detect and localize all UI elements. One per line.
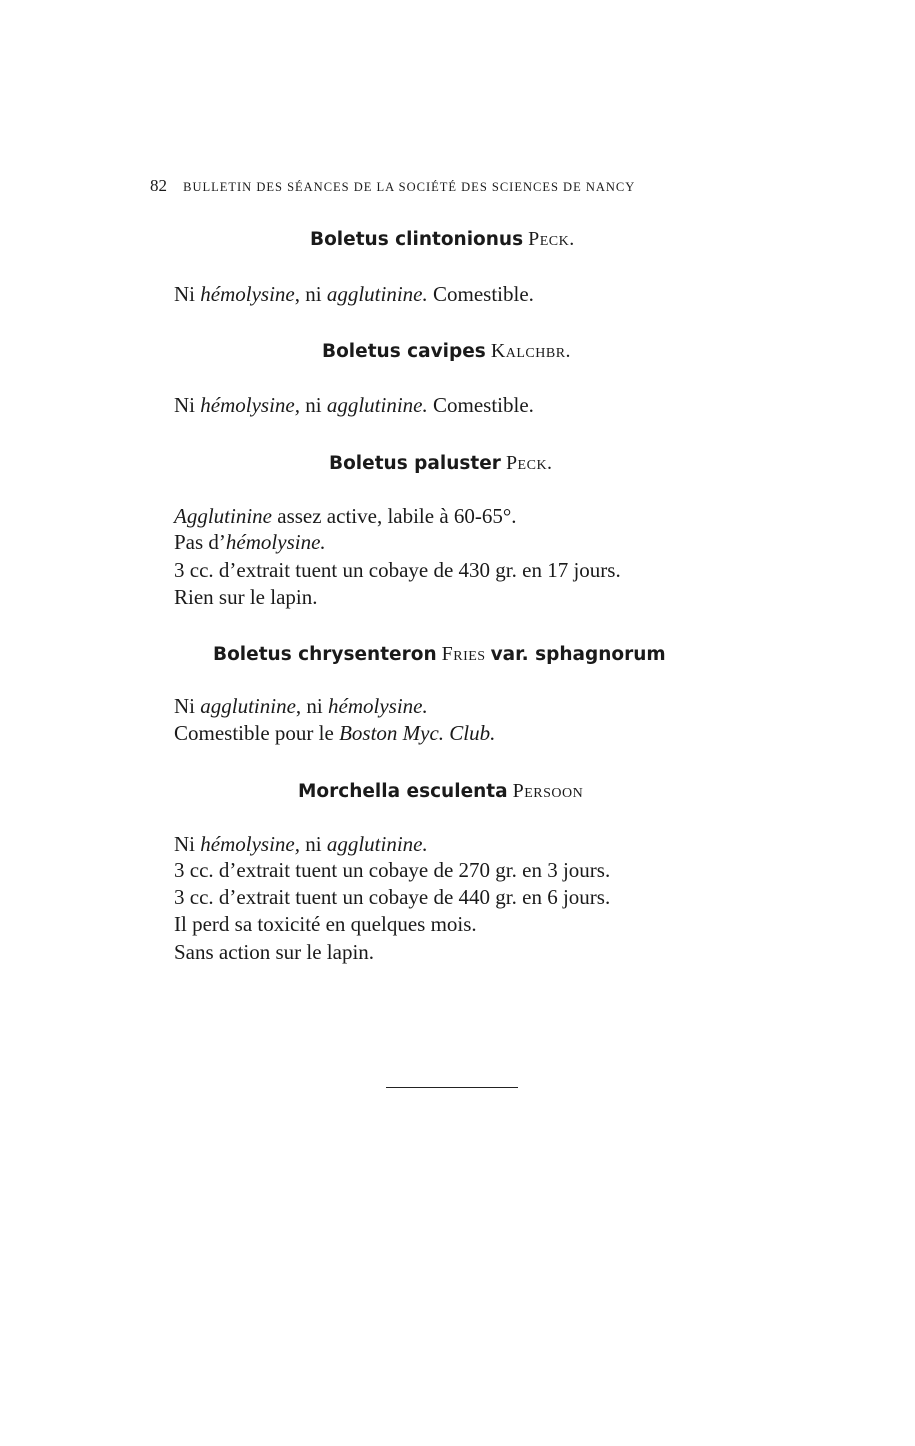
text-line: Pas d’hémolysine. bbox=[174, 530, 326, 554]
text-line: Ni hémolysine, ni agglutinine. Comestible. bbox=[174, 282, 534, 306]
species-heading: Boletus clintonionus Peck. bbox=[310, 228, 575, 250]
page-number: 82 bbox=[150, 176, 167, 195]
text-line: 3 cc. d’extrait tuent un cobaye de 430 gr. en 17 jours. bbox=[174, 558, 621, 582]
text-line: Rien sur le lapin. bbox=[174, 585, 318, 609]
end-rule bbox=[386, 1087, 518, 1088]
species-heading: Boletus chrysenteron Fries var. sphagnorum bbox=[213, 643, 666, 665]
text-line: 3 cc. d’extrait tuent un cobaye de 440 gr. en 6 jours. bbox=[174, 885, 611, 909]
text-line: Comestible pour le Boston Myc. Club. bbox=[174, 721, 496, 745]
text-line: Agglutinine assez active, labile à 60-65°. bbox=[174, 504, 517, 528]
running-title: BULLETIN DES SÉANCES DE LA SOCIÉTÉ DES SCIENCES DE NANCY bbox=[183, 180, 636, 194]
text-line: Ni agglutinine, ni hémolysine. bbox=[174, 694, 428, 718]
species-heading: Boletus paluster Peck. bbox=[329, 452, 553, 474]
text-line: Ni hémolysine, ni agglutinine. bbox=[174, 832, 428, 856]
species-heading: Boletus cavipes Kalchbr. bbox=[322, 340, 572, 362]
text-line: Il perd sa toxicité en quelques mois. bbox=[174, 912, 477, 936]
text-line: Sans action sur le lapin. bbox=[174, 940, 375, 964]
page-header bbox=[150, 176, 712, 196]
text-line: 3 cc. d’extrait tuent un cobaye de 270 gr. en 3 jours. bbox=[174, 858, 611, 882]
species-heading: Morchella esculenta Persoon bbox=[298, 780, 584, 802]
text-line: Ni hémolysine, ni agglutinine. Comestible. bbox=[174, 393, 534, 417]
